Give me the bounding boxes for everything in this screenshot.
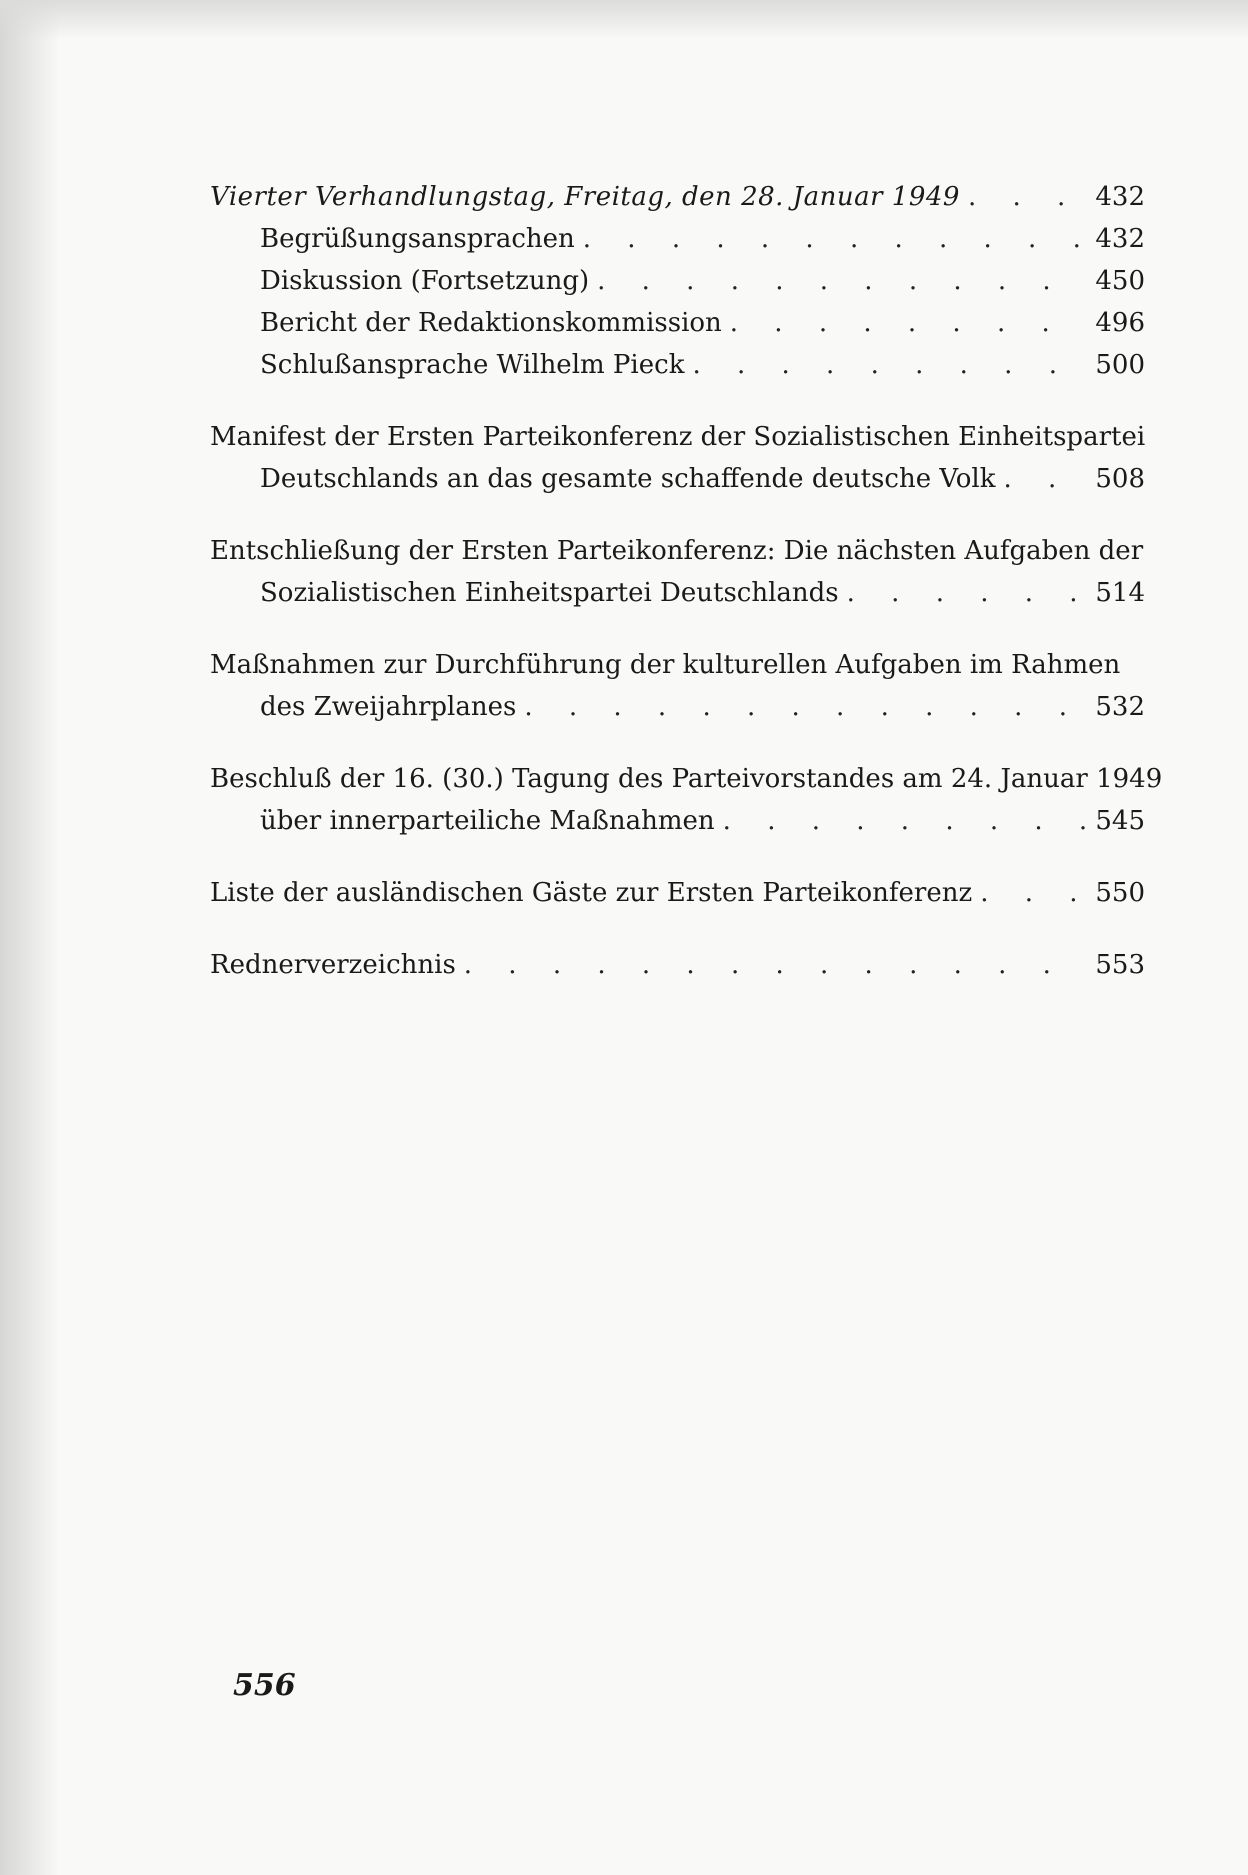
toc-entry-title: des Zweijahrplanes	[260, 692, 517, 722]
toc-page-number: 545	[1095, 806, 1145, 836]
toc-entry-title: Schlußansprache Wilhelm Pieck	[260, 350, 685, 380]
toc-entry-massnahmen-line1: Maßnahmen zur Durchführung der kulturellen Aufgaben im Rahmen	[210, 650, 1121, 680]
toc-entry-title: Deutschlands an das gesamte schaffende deutsche Volk	[260, 464, 996, 494]
toc-page-number: 496	[1095, 308, 1145, 338]
toc-page-number: 514	[1095, 578, 1145, 608]
dot-leader	[464, 944, 1088, 986]
spacer	[210, 614, 1145, 644]
toc-entry-title: Diskussion (Fortsetzung)	[260, 266, 590, 296]
dot-leader	[524, 686, 1087, 728]
toc-entry-title: Rednerverzeichnis	[210, 950, 456, 980]
toc-entry-day4	[210, 176, 1145, 218]
toc-page-number: 550	[1095, 878, 1145, 908]
toc-entry-massnahmen-line2	[210, 686, 1145, 728]
spacer	[210, 914, 1145, 944]
spacer	[210, 728, 1145, 758]
dot-leader	[597, 260, 1087, 302]
toc-entry-title: Liste der ausländischen Gäste zur Ersten Parteikonferenz	[210, 878, 973, 908]
toc-page-number: 532	[1095, 692, 1145, 722]
dot-leader	[723, 800, 1088, 842]
toc-page-number: 432	[1095, 224, 1145, 254]
dot-leader	[968, 176, 1087, 218]
toc-entry-beschluss-line2	[210, 800, 1145, 842]
spacer	[210, 500, 1145, 530]
page-number: 556	[233, 1668, 296, 1703]
toc-entry-liste	[210, 872, 1145, 914]
toc-entry-title: Bericht der Redaktionskommission	[260, 308, 722, 338]
toc-entry-title: Begrüßungsansprachen	[260, 224, 575, 254]
toc-page-number: 432	[1095, 182, 1145, 212]
spacer	[210, 386, 1145, 416]
dot-leader	[583, 218, 1088, 260]
toc-entry-redner	[210, 944, 1145, 986]
toc-entry-title: über innerparteiliche Maßnahmen	[260, 806, 715, 836]
toc-entry-beschluss-line1: Beschluß der 16. (30.) Tagung des Parteivorstandes am 24. Januar 1949	[210, 764, 1163, 794]
toc-page-number: 553	[1095, 950, 1145, 980]
dot-leader	[980, 872, 1087, 914]
toc-subentry	[210, 344, 1145, 386]
toc-entry-title: Sozialistischen Einheitspartei Deutschlands	[260, 578, 839, 608]
toc-page-number: 450	[1095, 266, 1145, 296]
toc-subentry	[210, 218, 1145, 260]
toc-entry-manifest-line1: Manifest der Ersten Parteikonferenz der Sozialistischen Einheitspartei	[210, 422, 1146, 452]
toc-subentry	[210, 302, 1145, 344]
toc-page-number: 500	[1095, 350, 1145, 380]
toc-page-number: 508	[1095, 464, 1145, 494]
table-of-contents	[210, 176, 1163, 986]
toc-entry-manifest-line2	[210, 458, 1145, 500]
toc-subentry	[210, 260, 1145, 302]
toc-entry-title: Vierter Verhandlungstag, Freitag, den 28. Januar 1949	[210, 182, 960, 212]
dot-leader	[1003, 458, 1087, 500]
dot-leader	[847, 572, 1088, 614]
toc-entry-entschliessung-line2	[210, 572, 1145, 614]
dot-leader	[730, 302, 1088, 344]
toc-entry-entschliessung-line1: Entschließung der Ersten Parteikonferenz: Die nächsten Aufgaben der	[210, 536, 1144, 566]
spacer	[210, 842, 1145, 872]
dot-leader	[692, 344, 1087, 386]
